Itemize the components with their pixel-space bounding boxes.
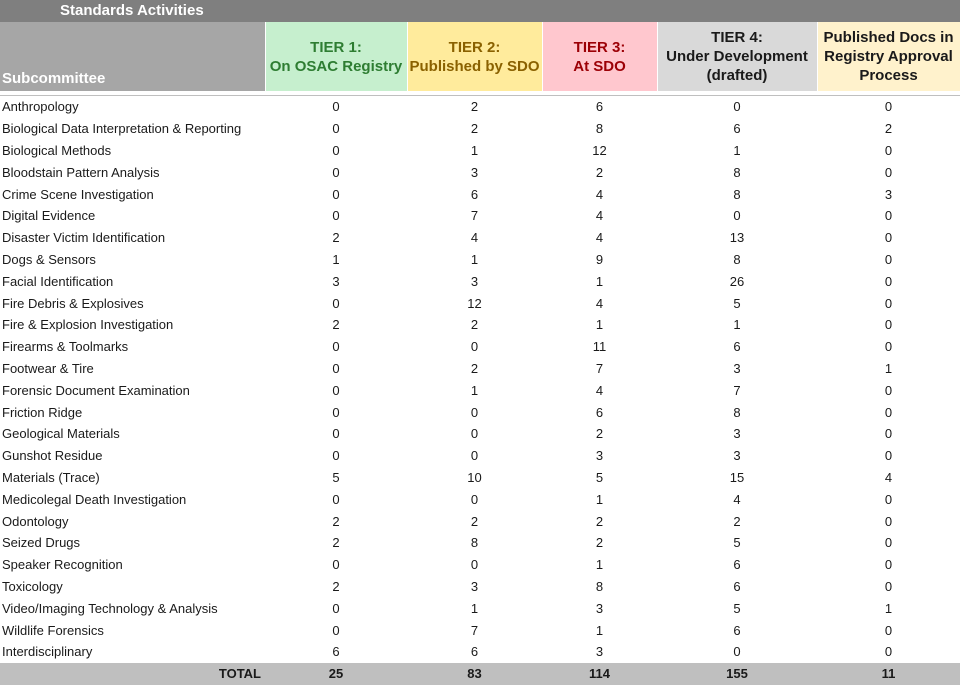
tier2-count: 7 xyxy=(470,622,479,638)
total-tier2: 83 xyxy=(407,663,542,685)
tier2-count: 0 xyxy=(470,426,479,442)
tier2-count: 6 xyxy=(470,644,479,660)
subcommittee-name: Biological Methods xyxy=(2,142,112,158)
published-count: 0 xyxy=(884,339,893,355)
table-row xyxy=(0,140,960,162)
total-tier4: 155 xyxy=(657,663,817,685)
tier4-count: 1 xyxy=(733,142,741,158)
tier1-count: 2 xyxy=(332,535,340,551)
published-count: 1 xyxy=(884,600,893,616)
subcommittee-name: Speaker Recognition xyxy=(2,557,123,573)
table-row xyxy=(0,249,960,271)
total-row xyxy=(0,663,960,685)
tier1-count: 0 xyxy=(332,622,340,638)
subcommittee-name: Odontology xyxy=(2,513,69,529)
tier4-count: 6 xyxy=(733,121,741,137)
table-header xyxy=(0,22,960,96)
tier1-count: 2 xyxy=(332,513,340,529)
tier3-count: 1 xyxy=(595,273,604,289)
published-count: 0 xyxy=(884,644,893,660)
header-tier4-line3: (drafted) xyxy=(706,67,768,84)
table-row xyxy=(0,554,960,576)
header-tier4 xyxy=(657,22,817,91)
tier1-count: 0 xyxy=(332,121,340,137)
tier3-count: 1 xyxy=(595,317,604,333)
header-published-line1: Published Docs in xyxy=(823,29,954,46)
tier3-count: 1 xyxy=(595,622,604,638)
tier1-count: 5 xyxy=(332,469,340,485)
published-count: 1 xyxy=(884,360,893,376)
tier3-count: 9 xyxy=(595,251,604,267)
table-row xyxy=(0,532,960,554)
published-count: 0 xyxy=(884,317,893,333)
published-count: 0 xyxy=(884,208,893,224)
published-count: 0 xyxy=(884,426,893,442)
published-count: 2 xyxy=(884,121,893,137)
published-count: 0 xyxy=(884,404,893,420)
header-tier2-line1: TIER 2: xyxy=(448,38,501,56)
subcommittee-name: Bloodstain Pattern Analysis xyxy=(2,164,160,180)
header-published-docs xyxy=(817,22,960,91)
page-title: Standards Activities xyxy=(0,0,960,22)
subcommittee-name: Facial Identification xyxy=(2,273,114,289)
subcommittee-name: Forensic Document Examination xyxy=(2,382,190,398)
tier2-count: 3 xyxy=(470,273,479,289)
subcommittee-name: Medicolegal Death Investigation xyxy=(2,491,187,507)
table-row xyxy=(0,379,960,401)
table-row xyxy=(0,358,960,380)
tier4-count: 8 xyxy=(733,251,741,267)
header-tier4-line1: TIER 4: xyxy=(711,29,763,46)
tier1-count: 1 xyxy=(332,251,340,267)
published-count: 0 xyxy=(884,448,893,464)
published-count: 0 xyxy=(884,295,893,311)
tier3-count: 3 xyxy=(595,448,604,464)
table-row xyxy=(0,445,960,467)
tier4-count: 6 xyxy=(733,578,741,594)
header-tier1 xyxy=(265,22,407,91)
tier3-count: 8 xyxy=(595,578,604,594)
tier4-count: 1 xyxy=(733,317,741,333)
published-count: 0 xyxy=(884,230,893,246)
total-published: 11 xyxy=(817,663,960,685)
tier4-count: 3 xyxy=(733,360,741,376)
tier1-count: 2 xyxy=(332,317,340,333)
table-row xyxy=(0,641,960,663)
tier2-count: 0 xyxy=(470,557,479,573)
published-count: 0 xyxy=(884,99,893,115)
tier2-count: 1 xyxy=(470,142,479,158)
subcommittee-name: Fire Debris & Explosives xyxy=(2,295,144,311)
tier3-count: 3 xyxy=(595,644,604,660)
subcommittee-name: Fire & Explosion Investigation xyxy=(2,317,174,333)
tier3-count: 4 xyxy=(595,295,604,311)
tier3-count: 3 xyxy=(595,600,604,616)
subcommittee-name: Crime Scene Investigation xyxy=(2,186,154,202)
tier3-count: 8 xyxy=(595,121,604,137)
tier1-count: 0 xyxy=(332,448,340,464)
header-tier1-line1: TIER 1: xyxy=(310,38,362,56)
tier4-count: 8 xyxy=(733,164,741,180)
tier2-count: 2 xyxy=(470,360,479,376)
subcommittee-name: Disaster Victim Identification xyxy=(2,230,166,246)
total-tier1: 25 xyxy=(265,663,407,685)
published-count: 0 xyxy=(884,142,893,158)
tier1-count: 0 xyxy=(332,360,340,376)
tier4-count: 2 xyxy=(733,513,741,529)
table-row xyxy=(0,314,960,336)
tier3-count: 4 xyxy=(595,186,604,202)
table-row xyxy=(0,227,960,249)
tier3-count: 2 xyxy=(595,513,604,529)
tier4-count: 5 xyxy=(733,295,741,311)
published-count: 0 xyxy=(884,513,893,529)
published-count: 0 xyxy=(884,491,893,507)
tier1-count: 2 xyxy=(332,230,340,246)
tier2-count: 2 xyxy=(470,121,479,137)
tier2-count: 2 xyxy=(470,99,479,115)
tier1-count: 6 xyxy=(332,644,340,660)
published-count: 0 xyxy=(884,622,893,638)
tier1-count: 0 xyxy=(332,382,340,398)
tier1-count: 0 xyxy=(332,491,340,507)
table-row xyxy=(0,336,960,358)
tier3-count: 4 xyxy=(595,230,604,246)
header-tier3-line2: At SDO xyxy=(573,57,626,75)
tier1-count: 0 xyxy=(332,600,340,616)
tier3-count: 2 xyxy=(595,535,604,551)
tier3-count: 2 xyxy=(595,164,604,180)
tier4-count: 5 xyxy=(733,535,741,551)
table-row xyxy=(0,488,960,510)
tier2-count: 0 xyxy=(470,339,479,355)
table-footer xyxy=(0,663,960,685)
tier4-count: 6 xyxy=(733,339,741,355)
tier4-count: 8 xyxy=(733,186,741,202)
tier4-count: 6 xyxy=(733,622,741,638)
header-tier3 xyxy=(542,22,657,91)
tier1-count: 0 xyxy=(332,404,340,420)
tier4-count: 0 xyxy=(733,99,741,115)
tier4-count: 13 xyxy=(729,230,745,246)
table-row xyxy=(0,161,960,183)
table-row xyxy=(0,467,960,489)
header-tier2 xyxy=(407,22,542,91)
tier4-count: 0 xyxy=(733,644,741,660)
subcommittee-name: Anthropology xyxy=(2,99,79,115)
tier1-count: 0 xyxy=(332,426,340,442)
published-count: 0 xyxy=(884,535,893,551)
tier3-count: 5 xyxy=(595,469,604,485)
table-row xyxy=(0,96,960,118)
table-row xyxy=(0,118,960,140)
tier4-count: 26 xyxy=(729,273,745,289)
subcommittee-name: Toxicology xyxy=(2,578,63,594)
tier2-count: 3 xyxy=(470,578,479,594)
tier4-count: 7 xyxy=(733,382,741,398)
tier2-count: 0 xyxy=(470,448,479,464)
header-tier1-line2: On OSAC Registry xyxy=(269,57,403,75)
tier3-count: 4 xyxy=(595,208,604,224)
subcommittee-name: Geological Materials xyxy=(2,426,120,442)
tier2-count: 2 xyxy=(470,513,479,529)
tier3-count: 6 xyxy=(595,404,604,420)
subcommittee-name: Seized Drugs xyxy=(2,535,81,551)
total-tier3: 114 xyxy=(542,663,657,685)
header-subcommittee: Subcommittee xyxy=(0,22,265,91)
tier2-count: 0 xyxy=(470,491,479,507)
tier3-count: 1 xyxy=(595,491,604,507)
tier2-count: 3 xyxy=(470,164,479,180)
tier3-count: 11 xyxy=(592,339,607,355)
tier2-count: 4 xyxy=(470,230,479,246)
subcommittee-name: Digital Evidence xyxy=(2,208,96,224)
total-label: TOTAL xyxy=(0,663,265,685)
tier1-count: 3 xyxy=(332,273,340,289)
published-count: 3 xyxy=(884,186,893,202)
table-row xyxy=(0,401,960,423)
tier4-count: 6 xyxy=(733,557,741,573)
tier2-count: 2 xyxy=(470,317,479,333)
subcommittee-name: Materials (Trace) xyxy=(2,469,100,485)
subcommittee-name: Footwear & Tire xyxy=(2,360,94,376)
tier2-count: 7 xyxy=(470,208,479,224)
tier3-count: 4 xyxy=(595,382,604,398)
header-tier2-line2: Published by SDO xyxy=(409,57,540,75)
subcommittee-name: Gunshot Residue xyxy=(2,448,103,464)
tier4-count: 15 xyxy=(729,469,745,485)
tier1-count: 0 xyxy=(332,99,340,115)
tier1-count: 0 xyxy=(332,142,340,158)
table-row xyxy=(0,205,960,227)
table-row xyxy=(0,597,960,619)
tier1-count: 0 xyxy=(332,186,340,202)
tier4-count: 8 xyxy=(733,404,741,420)
tier1-count: 0 xyxy=(332,208,340,224)
header-tier4-line2: Under Development xyxy=(666,48,808,65)
tier4-count: 0 xyxy=(733,208,741,224)
published-count: 0 xyxy=(884,382,893,398)
header-tier3-line1: TIER 3: xyxy=(573,38,626,56)
tier2-count: 1 xyxy=(470,251,479,267)
tier1-count: 0 xyxy=(332,295,340,311)
subcommittee-name: Wildlife Forensics xyxy=(2,622,104,638)
tier2-count: 1 xyxy=(470,382,479,398)
tier1-count: 0 xyxy=(332,339,340,355)
tier3-count: 12 xyxy=(592,142,607,158)
tier3-count: 6 xyxy=(595,99,604,115)
published-count: 0 xyxy=(884,557,893,573)
published-count: 0 xyxy=(884,251,893,267)
subcommittee-name: Interdisciplinary xyxy=(2,644,93,660)
tier1-count: 2 xyxy=(332,578,340,594)
table-row xyxy=(0,183,960,205)
published-count: 4 xyxy=(884,469,893,485)
subcommittee-name: Video/Imaging Technology & Analysis xyxy=(2,600,218,616)
tier2-count: 6 xyxy=(470,186,479,202)
published-count: 0 xyxy=(884,578,893,594)
subcommittee-name: Biological Data Interpretation & Reporting xyxy=(2,121,242,137)
tier4-count: 4 xyxy=(733,491,741,507)
table-row xyxy=(0,619,960,641)
header-published-line3: Process xyxy=(859,67,918,84)
tier2-count: 0 xyxy=(470,404,479,420)
tier3-count: 2 xyxy=(595,426,604,442)
header-published-line2: Registry Approval xyxy=(824,48,953,65)
published-count: 0 xyxy=(884,273,893,289)
tier2-count: 12 xyxy=(467,295,482,311)
tier1-count: 0 xyxy=(332,164,340,180)
tier2-count: 1 xyxy=(470,600,479,616)
published-count: 0 xyxy=(884,164,893,180)
tier2-count: 8 xyxy=(470,535,479,551)
tier4-count: 3 xyxy=(733,426,741,442)
subcommittee-name: Firearms & Toolmarks xyxy=(2,339,129,355)
table-row xyxy=(0,292,960,314)
table-row xyxy=(0,576,960,598)
subcommittee-name: Dogs & Sensors xyxy=(2,251,96,267)
tier3-count: 1 xyxy=(595,557,604,573)
tier4-count: 5 xyxy=(733,600,741,616)
table-row xyxy=(0,510,960,532)
table-row xyxy=(0,423,960,445)
standards-table xyxy=(0,22,960,685)
table-body xyxy=(0,96,960,663)
subcommittee-name: Friction Ridge xyxy=(2,404,83,420)
table-row xyxy=(0,270,960,292)
tier1-count: 0 xyxy=(332,557,340,573)
tier2-count: 10 xyxy=(467,469,482,485)
tier4-count: 3 xyxy=(733,448,741,464)
tier3-count: 7 xyxy=(595,360,604,376)
